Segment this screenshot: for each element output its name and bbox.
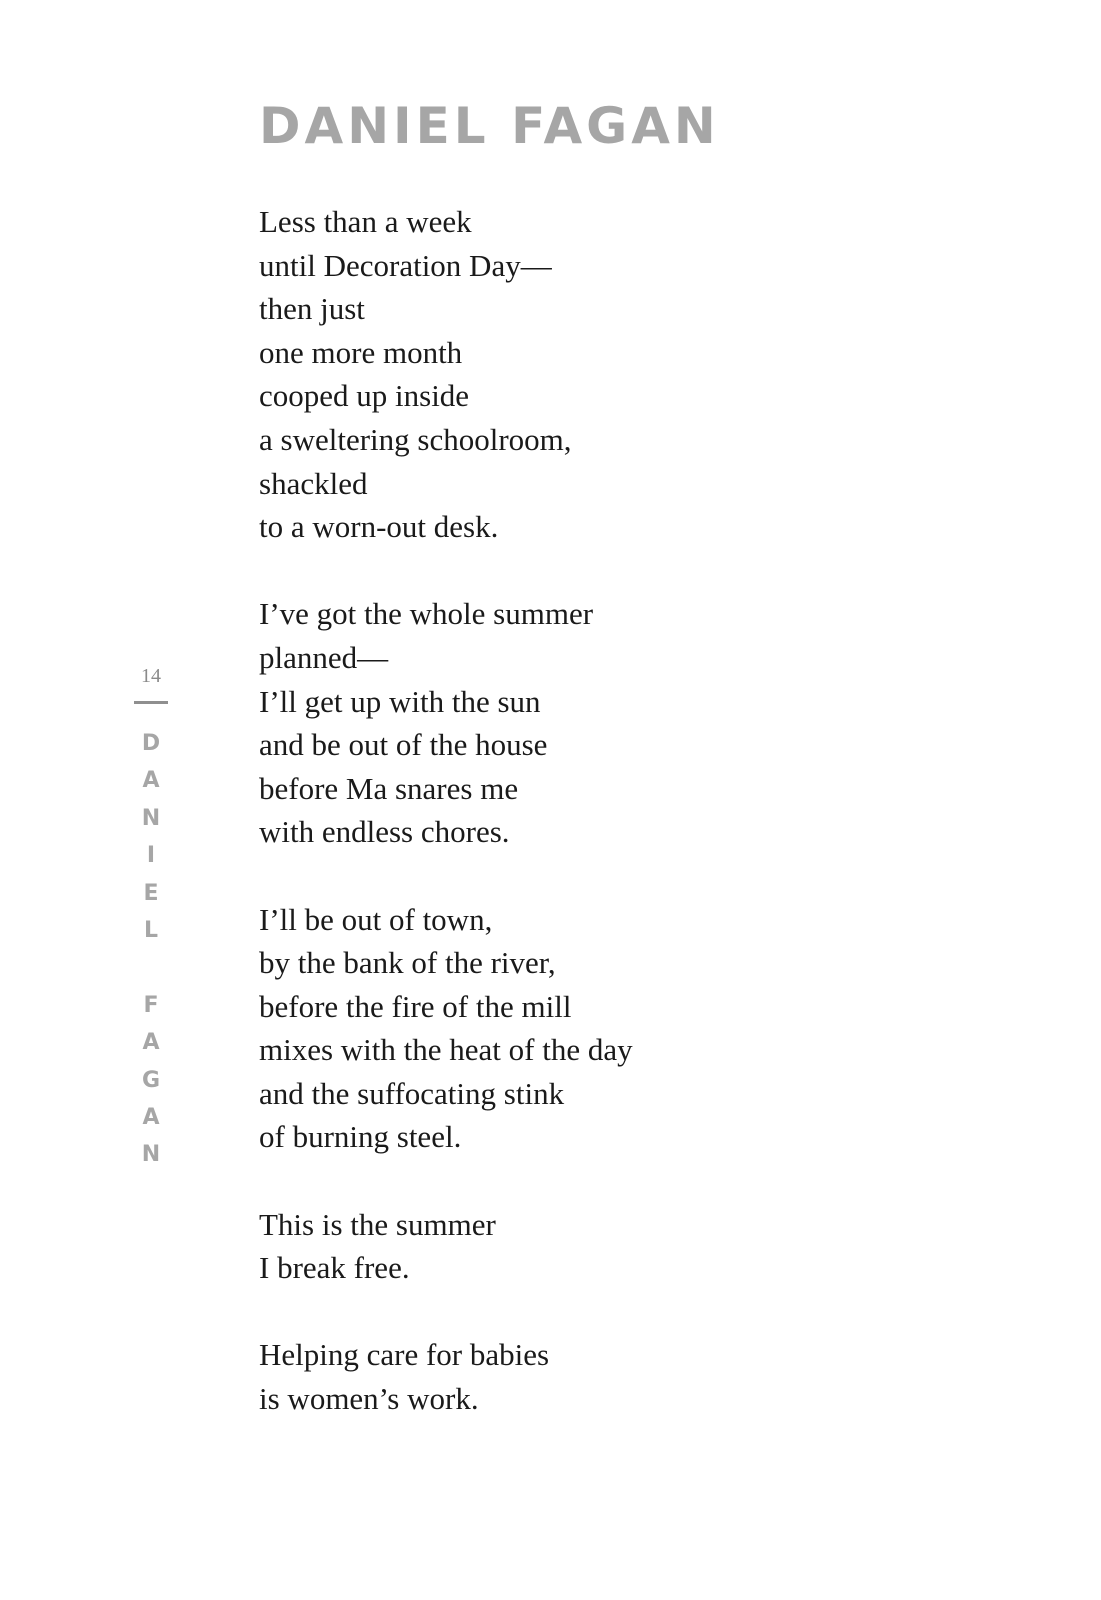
poem-line: by the bank of the river, [259,945,556,981]
running-head-letter: N [141,1142,161,1168]
poem-line: then just [259,291,365,327]
poem-line: until Decoration Day— [259,247,552,283]
poem-line: This is the summer [259,1206,496,1242]
running-head-letter: G [141,1067,161,1093]
poem-line: with endless chores. [259,814,510,850]
poem-line: I break free. [259,1250,410,1286]
poem-line: and be out of the house [259,727,548,763]
poem-line: I’ll get up with the sun [259,683,541,719]
page-number-rule [134,701,168,704]
poem-line: cooped up inside [259,378,470,414]
running-head-letter: D [141,731,161,756]
poem-line: Helping care for babies [259,1337,550,1373]
poem-line: a sweltering schoolroom, [259,421,572,457]
running-head-letter: A [142,1030,160,1056]
running-head-letter: E [143,880,159,906]
stanza [259,1203,899,1290]
running-head-space [122,949,180,986]
poem-line: is women’s work. [259,1381,479,1417]
poem-line: shackled [259,465,368,501]
poem-line: I’ll be out of town, [259,901,493,937]
running-head-letter: N [141,805,161,831]
stanza [259,1333,899,1420]
poem-line: mixes with the heat of the day [259,1032,633,1068]
poem-line: I’ve got the whole summer [259,596,594,632]
poem-line: before Ma snares me [259,770,519,806]
poem-line: to a worn-out desk. [259,509,499,545]
poem-line: and the suffocating stink [259,1075,565,1111]
stanza [259,592,899,854]
poem-line: one more month [259,334,463,370]
running-head-letter: A [142,768,160,794]
running-head-letter: A [142,1104,160,1130]
vertical-running-head [122,725,180,1174]
poem-line: planned— [259,639,389,675]
poem-body [259,200,899,1464]
page-number: 14 [141,665,161,687]
poem-line: of burning steel. [259,1119,462,1155]
stanza [259,200,899,549]
running-head-letter: F [143,992,159,1018]
poem-line: Less than a week [259,204,472,239]
poem-line: before the fire of the mill [259,988,572,1024]
stanza [259,898,899,1160]
running-head-letter: L [143,917,159,943]
running-head-letter: I [146,843,156,869]
poem-title: DANIEL FAGAN [259,97,720,155]
